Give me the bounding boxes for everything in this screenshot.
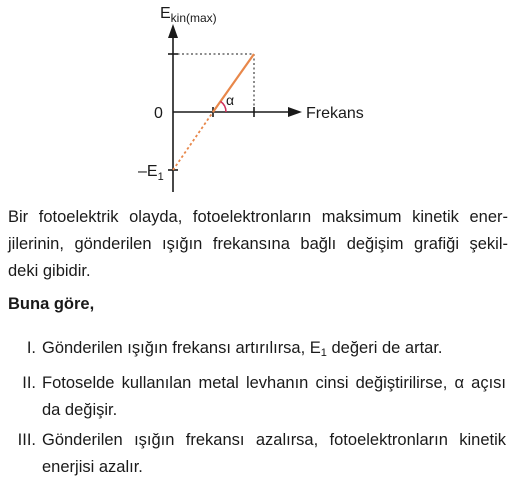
statement-line: Gönderilen ışığın frekansı azalırsa, fotoelektronların kinetik (42, 431, 506, 449)
x-axis-label: Frekans (306, 105, 364, 122)
statement-line: Fotoselde kullanılan metal levhanın cinsi değiştirilirse, α açısı (42, 374, 506, 392)
paragraph-line: Bir fotoelektrik olayda, fotoelektronların maksimum kinetik ener- (8, 208, 508, 226)
statement-number: III. (17, 431, 36, 449)
question-heading: Buna göre, (8, 295, 95, 313)
y-axis-label: $E_{kin(max)}$ (160, 5, 217, 25)
intercept-label: $-E_1$ (138, 163, 164, 183)
extrapolation-line (173, 112, 213, 170)
paragraph-line: jilerinin, gönderilen ışığın frekansına bağlı değişim grafiği şekil- (8, 235, 508, 253)
y-axis-arrow (168, 24, 178, 38)
graph (0, 0, 516, 195)
statement-body (42, 335, 506, 367)
statement-line: da değişir. (42, 401, 118, 419)
statement-body (42, 370, 506, 424)
statement-body (42, 427, 506, 481)
statement-number: II. (22, 374, 36, 392)
question-paragraph (8, 204, 508, 285)
x-axis-arrow (288, 107, 302, 117)
paragraph-line: deki gibidir. (8, 262, 91, 280)
angle-label: α (226, 92, 235, 108)
statement-number: I. (26, 339, 36, 357)
statement-line: enerjisi azalır. (42, 458, 143, 476)
statement-line: Gönderilen ışığın frekansı artırılırsa, $E_1$ değeri de artar. (42, 339, 443, 359)
origin-label: 0 (154, 105, 163, 122)
